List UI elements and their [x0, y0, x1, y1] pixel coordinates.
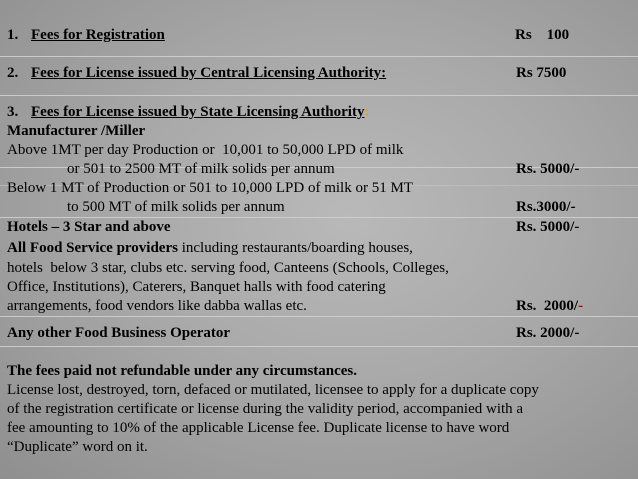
- row-separator: [0, 95, 638, 96]
- item2-number: 2.: [7, 65, 19, 81]
- food-service-amount: [516, 297, 583, 315]
- item3-colon: :: [364, 104, 370, 120]
- food-service-bold: All Food Service providers: [7, 240, 178, 256]
- food-service-amount-value: Rs. 2000/: [516, 298, 579, 314]
- row-separator: [0, 316, 638, 317]
- other-label: Any other Food Business Operator: [7, 325, 231, 341]
- row-separator: [0, 56, 638, 57]
- manufacturer-below-amount: Rs.3000/-: [516, 199, 576, 215]
- manufacturer-below-line1: Below 1 MT of Production or 501 to 10,000 LPD of milk or 51 MT: [7, 180, 413, 196]
- notes-heading: The fees paid not refundable under any circumstances.: [7, 363, 358, 379]
- hotels-amount: Rs. 5000/-: [516, 219, 580, 235]
- manufacturer-below-line2: to 500 MT of milk solids per annum: [67, 199, 285, 215]
- item1-amount: Rs 100: [515, 27, 570, 43]
- notes-line2: of the registration certificate or license during the validity period, accompanied with a: [7, 401, 524, 417]
- manufacturer-above-amount: Rs. 5000/-: [516, 161, 580, 177]
- food-service-line3: Office, Institutions), Caterers, Banquet halls with food catering: [7, 279, 386, 295]
- food-service-amount-dash: -: [578, 298, 584, 314]
- food-service-line4: arrangements, food vendors like dabba wallas etc.: [7, 298, 307, 314]
- manufacturer-above-line2: or 501 to 2500 MT of milk solids per annum: [67, 161, 335, 177]
- item2-label: Fees for License issued by Central Licensing Authority:: [31, 65, 387, 81]
- food-service-line1: [7, 239, 413, 257]
- item3-label: Fees for License issued by State Licensing Authority: [31, 104, 365, 120]
- item3-number: 3.: [7, 104, 19, 120]
- item1-label: Fees for Registration: [31, 27, 165, 43]
- item1-number: 1.: [7, 27, 19, 43]
- other-amount: Rs. 2000/-: [516, 325, 580, 341]
- hotels-label: Hotels – 3 Star and above: [7, 219, 171, 235]
- notes-line3: fee amounting to 10% of the applicable License fee. Duplicate license to have word: [7, 420, 510, 436]
- manufacturer-above-line1: Above 1MT per day Production or 10,001 to 50,000 LPD of milk: [7, 142, 404, 158]
- food-service-line2: hotels below 3 star, clubs etc. serving food, Canteens (Schools, Colleges,: [7, 260, 449, 276]
- manufacturer-heading: Manufacturer /Miller: [7, 123, 146, 139]
- food-service-line1-rest: including restaurants/boarding houses,: [177, 240, 413, 256]
- item2-amount: Rs 7500: [516, 65, 567, 81]
- notes-line4: “Duplicate” word on it.: [7, 439, 148, 455]
- notes-line1: License lost, destroyed, torn, defaced or mutilated, licensee to apply for a duplicate copy: [7, 382, 539, 398]
- row-separator: [0, 346, 638, 347]
- item3-title: [31, 103, 369, 121]
